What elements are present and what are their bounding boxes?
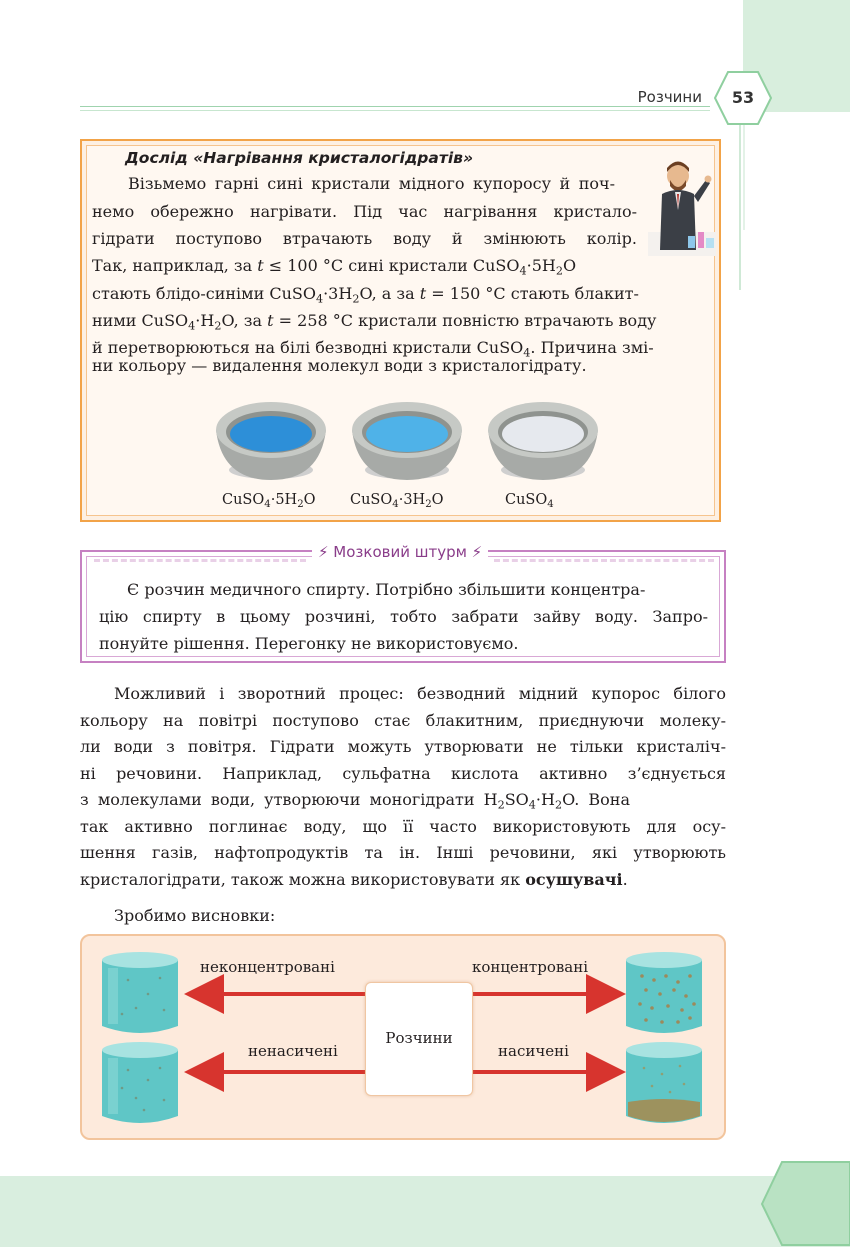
crystals-fill: [366, 416, 448, 452]
dashed-decoration-right: [494, 559, 714, 562]
header-rule-secondary: [80, 110, 710, 111]
bowl-white-powder: [484, 396, 602, 482]
brainstorm-title: ⚡ Мозковий штурм ⚡: [312, 543, 488, 561]
experiment-line-7: й перетворюються на білі безводні кристали CuSO$_4$. Причина змі-: [92, 338, 654, 360]
brainstorm-line-3: понуйте рішення. Перегонку не використовуємо.: [99, 634, 519, 653]
caption-trihydrate: $CuSO_4\cdot 3H_2O$: [350, 492, 444, 511]
label-concentrated: концентровані: [472, 958, 589, 976]
diagram-center-box: [365, 982, 473, 1096]
page-number-badge: [714, 70, 772, 126]
brainstorm-line-1: Є розчин медичного спирту. Потрібно збільшити концентра-: [127, 580, 646, 599]
label-unconcentrated: неконцентровані: [200, 958, 335, 976]
experiment-line-8: ни кольору — видалення молекул води з кристалогідрату.: [92, 356, 587, 375]
body-line-6: так активно поглинає воду, що її часто використовують для осу-: [80, 817, 726, 836]
body-line-7: шення газів, нафтопродуктів та ін. Інші речовини, які утворюють: [80, 843, 726, 862]
beaker-unsaturated-icon: [98, 1040, 182, 1126]
keyword-desiccants: осушувачі: [525, 870, 623, 889]
caption-anhydrous: CuSO$_4$: [505, 492, 554, 511]
experiment-line-4: Так, наприклад, за t ≤ 100 °C сині кристали $CuSO_4\cdot 5H_2O$: [92, 256, 577, 278]
experiment-line-5: стають блідо-синіми $CuSO_4\cdot 3H_2O$, а за t = 150 °C стають блакит-: [92, 284, 639, 306]
body-line-1: Можливий і зворотний процес: безводний мідний купорос білого: [114, 684, 726, 703]
label-unsaturated: ненасичені: [248, 1042, 338, 1060]
experiment-line-6: ними $CuSO_4\cdot H_2O$, за t = 258 °C кристали повністю втрачають воду: [92, 311, 657, 333]
beaker-saturated-icon: [622, 1040, 706, 1126]
experiment-title: Дослід «Нагрівання кристалогідратів»: [125, 149, 474, 167]
crystals-fill: [230, 416, 312, 452]
footer-hexagon-icon: [760, 1160, 850, 1247]
experiment-line-1: Візьмемо гарні сині кристали мідного купоросу й поч-: [128, 174, 615, 193]
scientist-illustration: [648, 150, 716, 256]
footer-band: [0, 1176, 850, 1247]
page-number: 53: [731, 88, 755, 107]
header-vertical-rule: [736, 100, 750, 290]
experiment-line-3: гідрати поступово втрачають воду й змінюють колір.: [92, 229, 637, 248]
diagram-center-label: Розчини: [385, 1029, 453, 1047]
bowl-light-blue-crystals: [348, 396, 466, 482]
brainstorm-line-2: цію спирту в цьому розчині, тобто забрати зайву воду. Запро-: [99, 607, 708, 626]
body-line-8: кристалогідрати, також можна використовувати як осушувачі.: [80, 870, 628, 889]
powder-fill: [502, 416, 584, 452]
label-saturated: насичені: [498, 1042, 569, 1060]
experiment-line-2: немо обережно нагрівати. Під час нагрівання кристало-: [92, 202, 637, 221]
body-line-5: з молекулами води, утворюючи моногідрати $H_2SO_4\cdot H_2O$. Вона: [80, 790, 631, 812]
body-line-2: кольору на повітрі поступово стає блакитним, приєднуючи молеку-: [80, 711, 726, 730]
header-rule: [80, 106, 710, 107]
beaker-dilute-icon: [98, 950, 182, 1036]
beaker-concentrated-icon: [622, 950, 706, 1036]
caption-pentahydrate: $CuSO_4\cdot 5H_2O$: [222, 492, 316, 511]
conclusion-lead: Зробимо висновки:: [114, 906, 276, 925]
body-line-3: ли води з повітря. Гідрати можуть утворювати не тільки кристаліч-: [80, 737, 726, 756]
body-line-4: ні речовини. Наприклад, сульфатна кислота активно з’єднується: [80, 764, 726, 783]
bowl-blue-crystals: [212, 396, 330, 482]
dashed-decoration-left: [94, 559, 306, 562]
running-title: Розчини: [637, 88, 702, 106]
